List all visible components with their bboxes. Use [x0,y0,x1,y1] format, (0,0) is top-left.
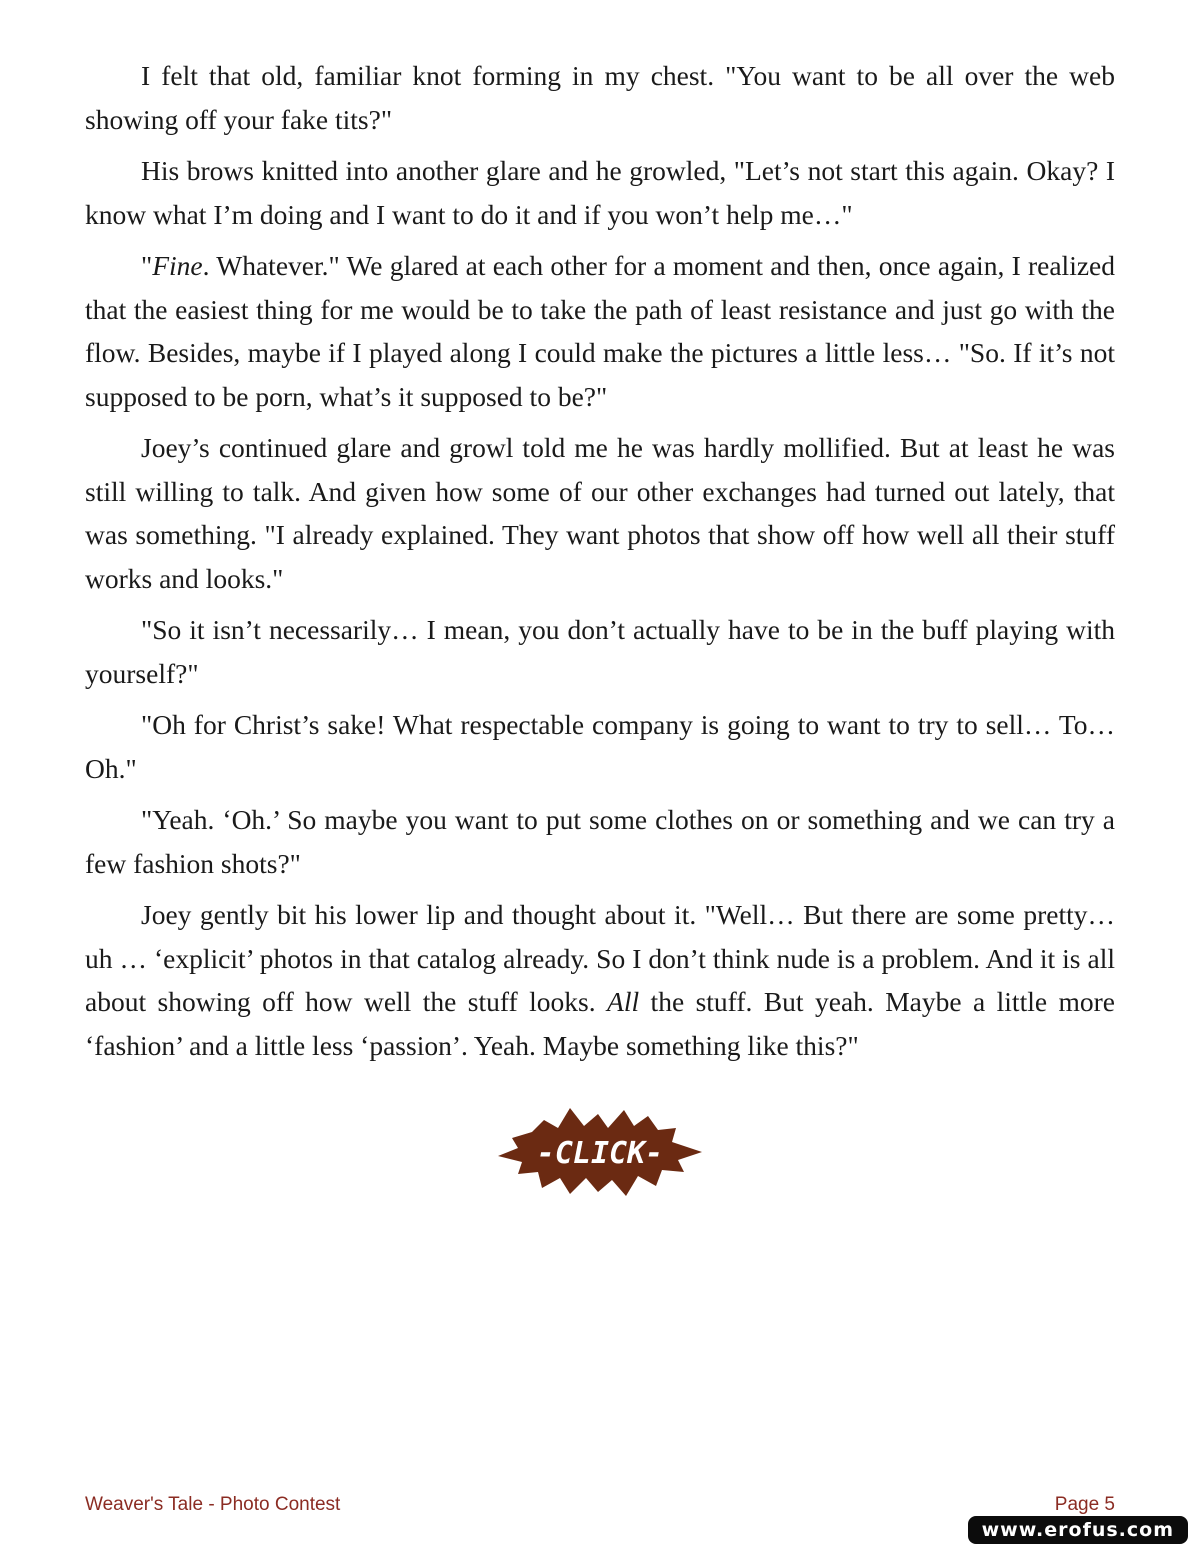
paragraph-2 [85,149,1115,236]
paragraph-5-text: "So it isn’t necessarily… I mean, you don’t actually have to be in the buff playing with yourself?" [85,614,1115,689]
click-sound-effect [498,1106,702,1198]
story-text [85,54,1115,1075]
paragraph-3 [85,244,1115,418]
paragraph-4 [85,426,1115,600]
page-number: Page 5 [1054,1494,1115,1515]
paragraph-8-prefix: Joey gently bit his lower lip and thought about it. "Well… But there are some pretty… uh … ‘explicit’ photos in that catalog already. So I don’t think nude is a problem. And it is all about showing off how well the stuff looks. [85,899,1115,1017]
paragraph-1 [85,54,1115,141]
paragraph-8 [85,893,1115,1067]
paragraph-6-text: "Oh for Christ’s sake! What respectable company is going to want to try to sell… To… Oh." [85,709,1115,784]
paragraph-2-text: His brows knitted into another glare and he growled, "Let’s not start this again. Okay? I know what I’m doing and I want to do it and if you won’t help me…" [85,155,1115,230]
paragraph-5 [85,608,1115,695]
paragraph-4-text: Joey’s continued glare and growl told me he was hardly mollified. But at least he was still willing to talk. And given how some of our other exchanges had turned out lately, that was something. "I already explained. They want photos that show off how well all their stuff works and looks." [85,432,1115,594]
paragraph-7 [85,798,1115,885]
paragraph-3-emphasis: Fine [152,250,203,281]
paragraph-3-text: . Whatever." We glared at each other for a moment and then, once again, I realized that the easiest thing for me would be to take the path of least resistance and just go with the flow. Besides, maybe if I played along I could make the pictures a little less… "So. If it’s not supposed to be porn, what’s it supposed to be?" [85,250,1115,412]
paragraph-1-text: I felt that old, familiar knot forming in my chest. "You want to be all over the web showing off your fake tits?" [85,60,1115,135]
paragraph-8-emphasis: All [607,986,640,1017]
watermark: www.erofus.com [968,1516,1188,1544]
footer-title: Weaver's Tale - Photo Contest [85,1494,341,1515]
paragraph-6 [85,703,1115,790]
paragraph-7-text: "Yeah. ‘Oh.’ So maybe you want to put some clothes on or something and we can try a few fashion shots?" [85,804,1115,879]
paragraph-8-text: the stuff. But yeah. Maybe a little more ‘fashion’ and a little less ‘passion’. Yeah. Maybe something like this?" [85,986,1115,1061]
click-text: -CLICK- [536,1136,664,1171]
starburst-icon [498,1106,702,1198]
paragraph-3-prefix: " [141,250,153,281]
